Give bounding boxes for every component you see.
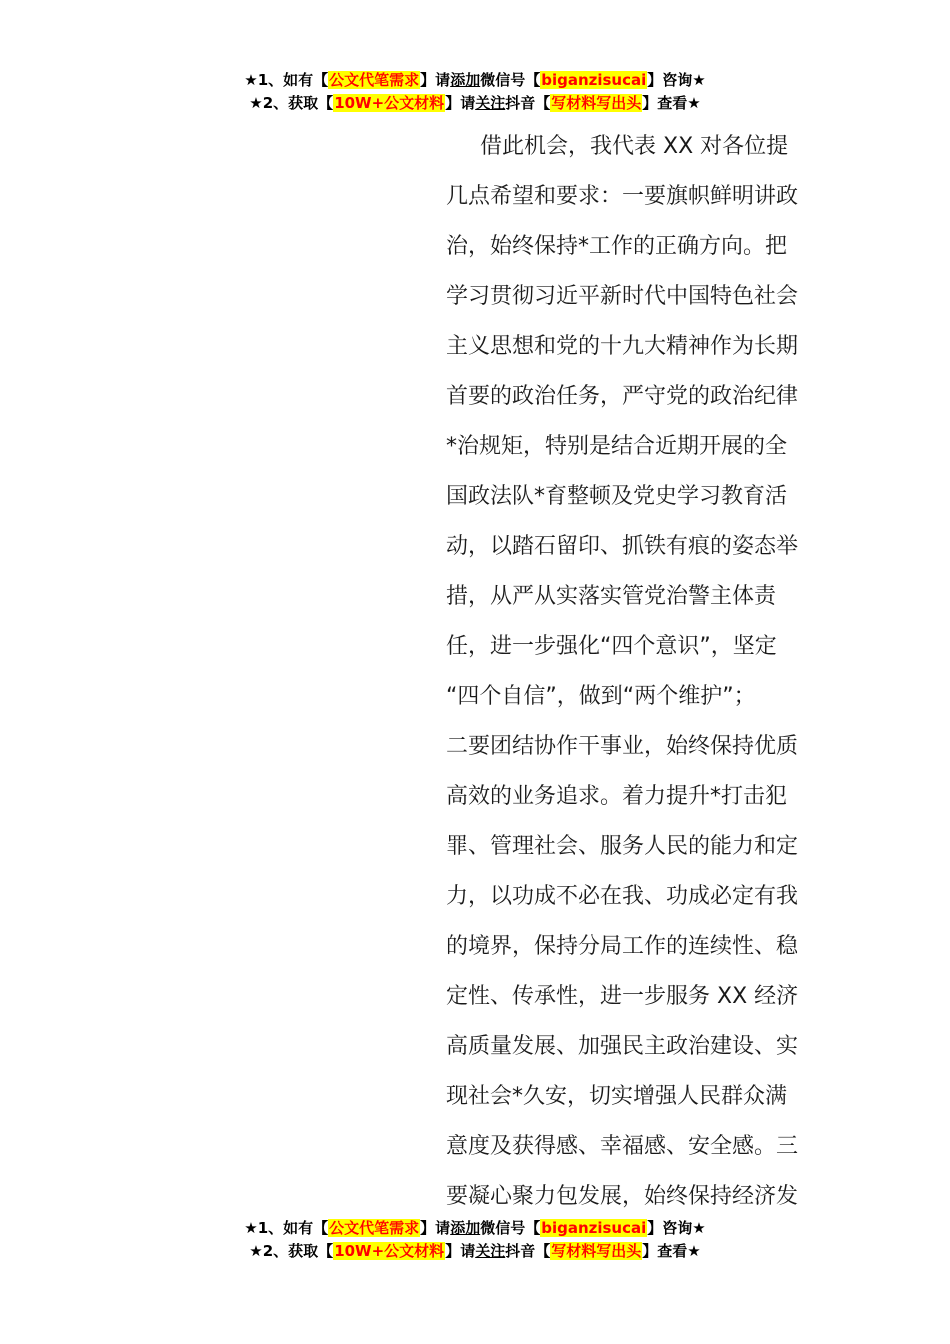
body-line: 高效的业务追求。着力提升*打击犯 (446, 784, 788, 809)
footer-banner-line-2 (0, 1240, 950, 1263)
body-line: 意度及获得感、幸福感、安全感。三 (446, 1134, 799, 1159)
banner-suffix: 】咨询★ (647, 71, 706, 89)
document-body (446, 122, 808, 1222)
body-line: *治规矩，特别是结合近期开展的全 (446, 434, 788, 459)
body-line: 现社会*久安，切实增强人民群众满 (446, 1084, 788, 1109)
body-line: 定性、传承性，进一步服务 XX 经济 (446, 984, 799, 1009)
banner-text: 】请 (420, 1219, 451, 1237)
banner-underlined: 添加 (450, 71, 481, 89)
header-banner-line-2 (0, 92, 950, 115)
body-line: 动，以踏石留印、抓铁有痕的姿态举 (446, 534, 799, 559)
banner-prefix: ★2、获取【 (249, 1242, 334, 1260)
highlight-service: 公文代笔需求 (329, 71, 420, 89)
banner-text: 抖音【 (505, 1242, 551, 1260)
body-line: 几点希望和要求：一要旗帜鲜明讲政 (446, 184, 799, 209)
body-line: 要凝心聚力包发展，始终保持经济发 (446, 1184, 799, 1209)
header-banner-line-1 (0, 69, 950, 92)
banner-prefix: ★2、获取【 (249, 94, 334, 112)
highlight-douyin-account: 写材料写出头 (551, 1242, 642, 1260)
body-line: 的境界，保持分局工作的连续性、稳 (446, 934, 799, 959)
body-line: 措，从严从实落实管党治警主体责 (446, 584, 777, 609)
body-line: 高质量发展、加强民主政治建设、实 (446, 1034, 799, 1059)
body-line: 主义思想和党的十九大精神作为长期 (446, 334, 799, 359)
banner-text: 】请 (420, 71, 451, 89)
highlight-materials: 10W+公文材料 (334, 94, 445, 112)
body-line: 学习贯彻习近平新时代中国特色社会 (446, 284, 799, 309)
banner-prefix: ★1、如有【 (244, 1219, 329, 1237)
banner-suffix: 】查看★ (642, 1242, 701, 1260)
banner-text: 】请 (445, 1242, 476, 1260)
banner-underlined: 关注 (475, 94, 506, 112)
banner-underlined: 添加 (450, 1219, 481, 1237)
highlight-wechat-id: biganzisucai (541, 71, 647, 89)
banner-prefix: ★1、如有【 (244, 71, 329, 89)
body-line: 罪、管理社会、服务人民的能力和定 (446, 834, 799, 859)
body-line: 国政法队*育整顿及党史学习教育活 (446, 484, 788, 509)
banner-text: 微信号【 (480, 1219, 541, 1237)
banner-underlined: 关注 (475, 1242, 506, 1260)
body-line: 二要团结协作干事业，始终保持优质 (446, 734, 799, 759)
body-line: 任，进一步强化“四个意识”，坚定 (446, 634, 777, 659)
banner-suffix: 】查看★ (642, 94, 701, 112)
banner-text: 】请 (445, 94, 476, 112)
header-banner (0, 69, 950, 115)
banner-text: 微信号【 (480, 71, 541, 89)
banner-text: 抖音【 (505, 94, 551, 112)
footer-banner (0, 1217, 950, 1263)
body-line: 治，始终保持*工作的正确方向。把 (446, 234, 788, 259)
highlight-materials: 10W+公文材料 (334, 1242, 445, 1260)
body-line: “四个自信”，做到“两个维护”； (446, 684, 756, 709)
body-line: 借此机会，我代表 XX 对各位提 (480, 134, 789, 159)
highlight-wechat-id: biganzisucai (541, 1219, 647, 1237)
body-line: 首要的政治任务，严守党的政治纪律 (446, 384, 799, 409)
body-line: 力，以功成不必在我、功成必定有我 (446, 884, 799, 909)
banner-suffix: 】咨询★ (647, 1219, 706, 1237)
footer-banner-line-1 (0, 1217, 950, 1240)
highlight-douyin-account: 写材料写出头 (551, 94, 642, 112)
highlight-service: 公文代笔需求 (329, 1219, 420, 1237)
